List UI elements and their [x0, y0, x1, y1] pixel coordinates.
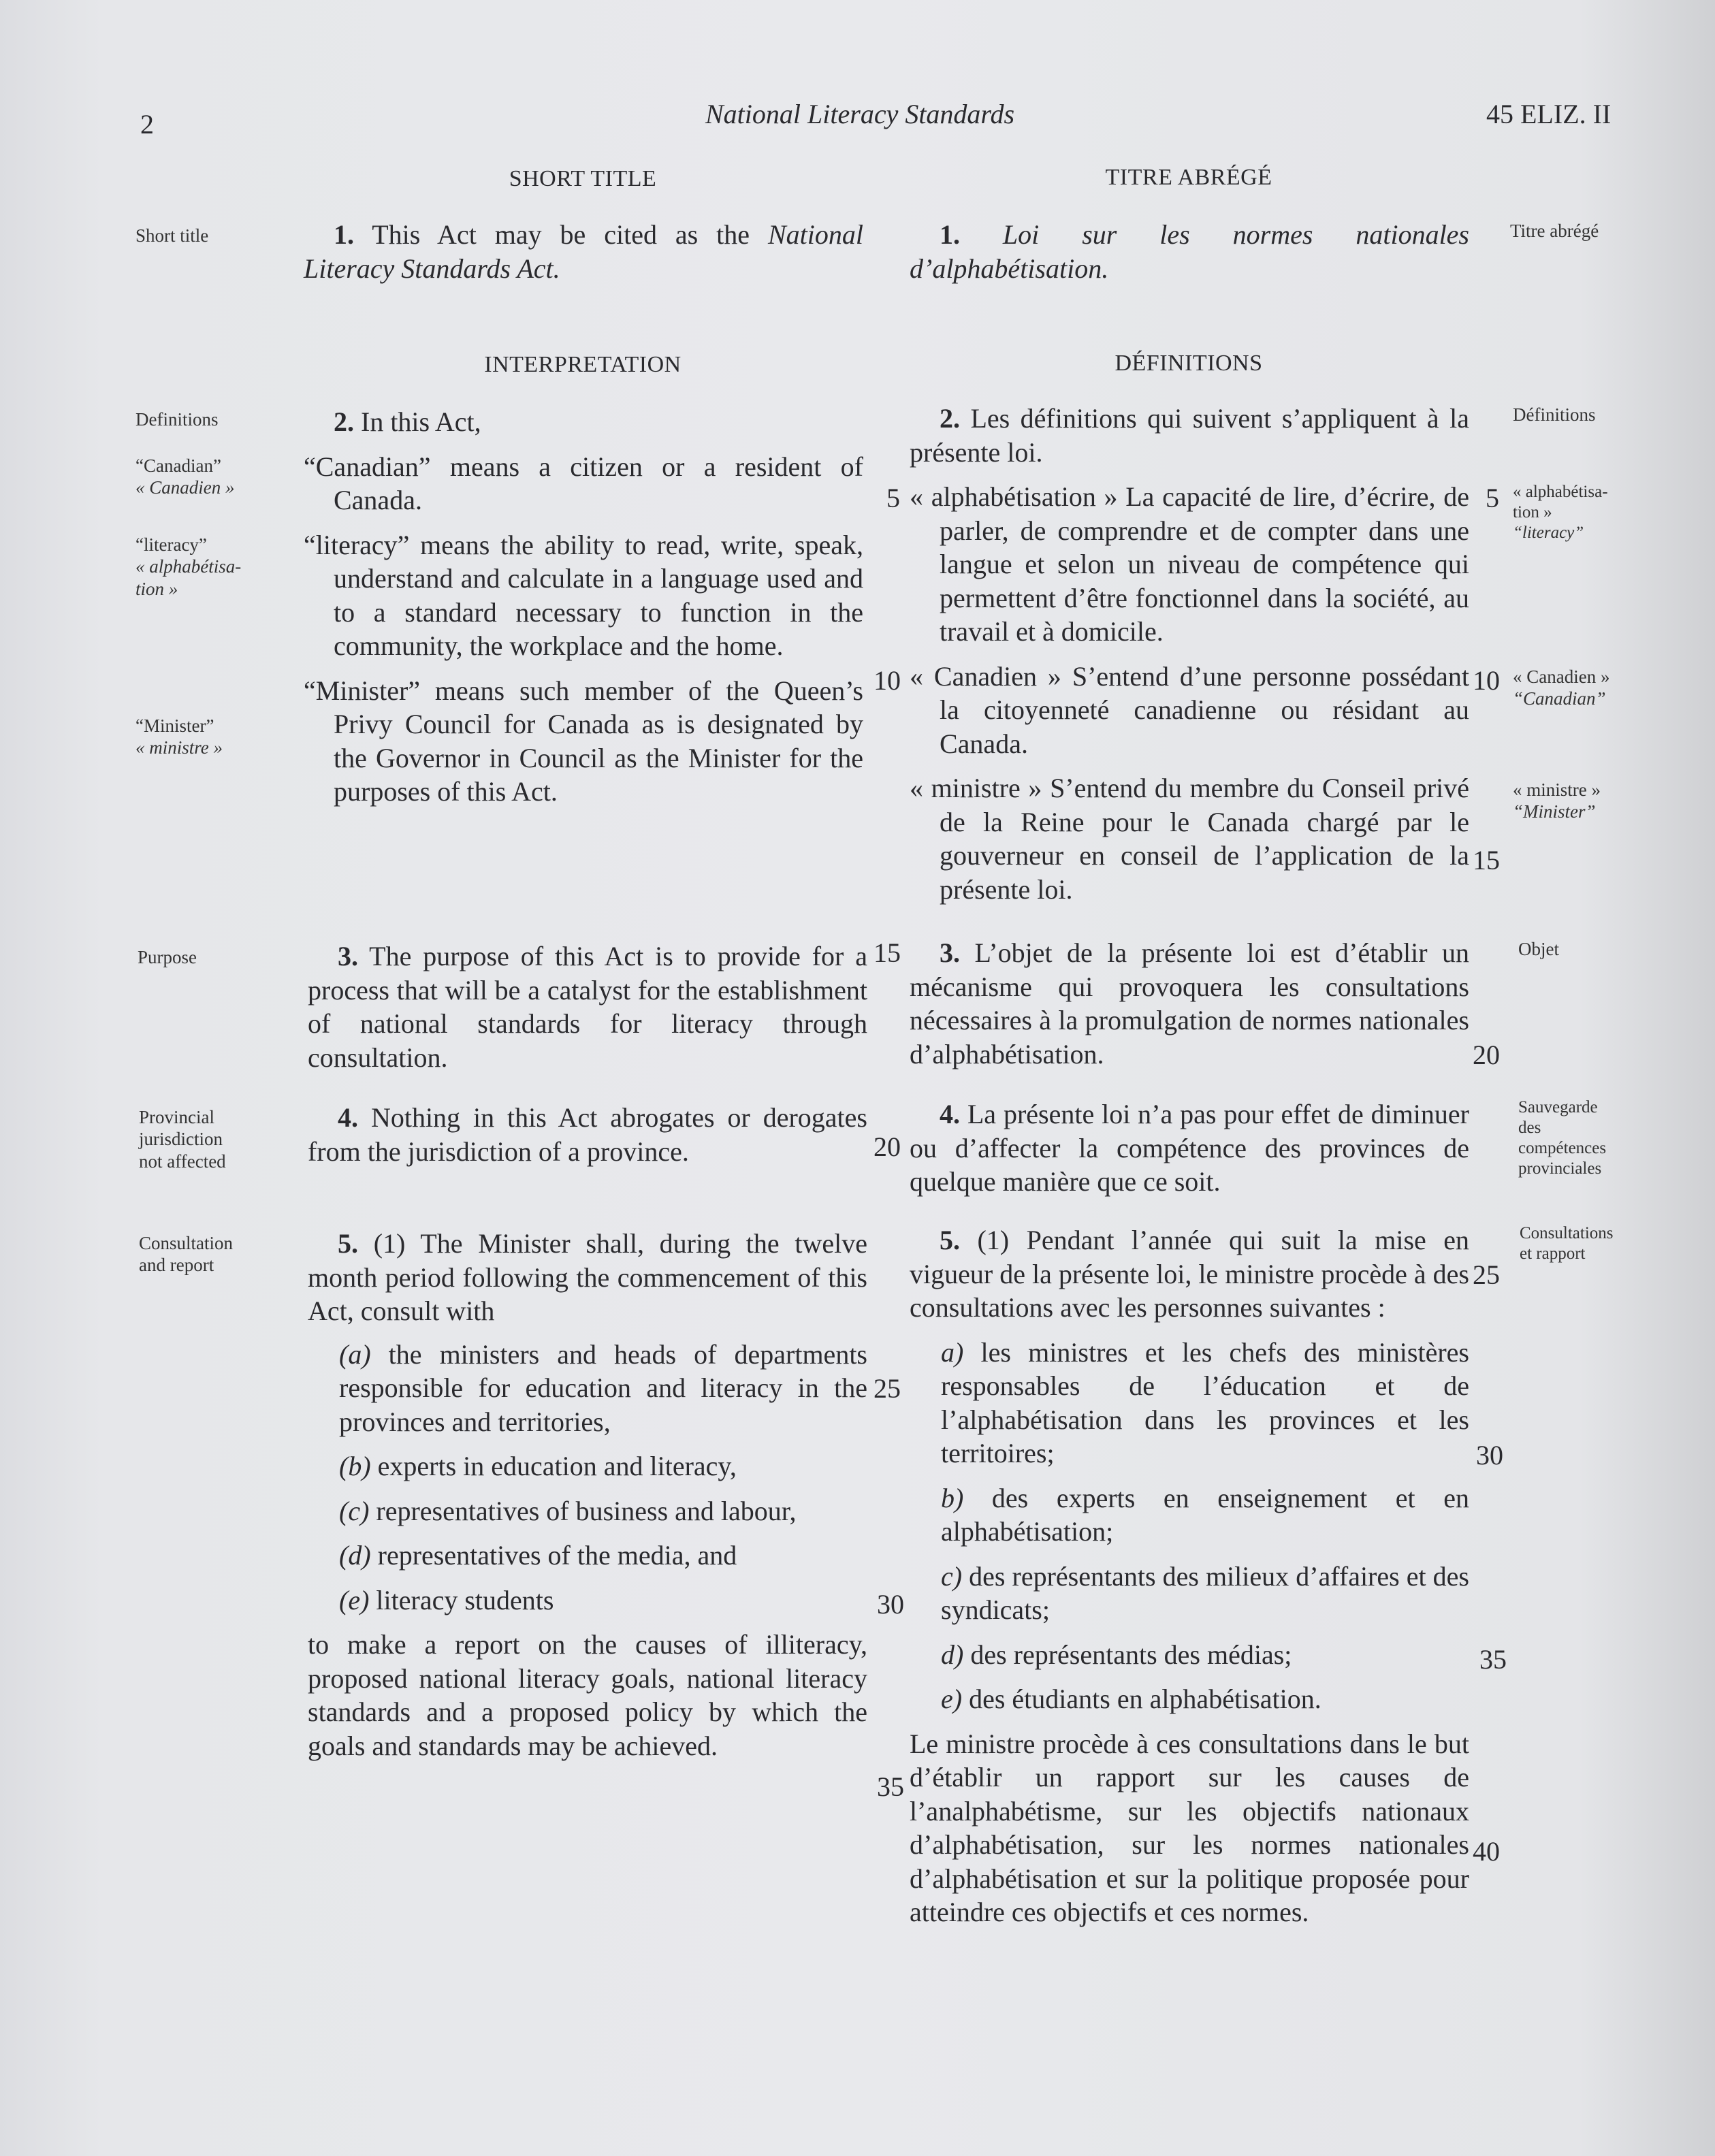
fr-def-canadien: « Canadien » S’entend d’une personne possédant la citoyenneté canadienne ou résidant au Canada.: [910, 660, 1469, 759]
margin-note-minister-fr: « ministre »: [135, 737, 223, 758]
fr-item-e-text: des étudiants en alphabétisation.: [962, 1684, 1321, 1714]
margin-note-alphabetisation: [1513, 482, 1608, 543]
fr-item-a-text: les ministres et les chefs des ministères responsables de l’éducation et de l’alphabétisation dans les provinces et les territoires;: [941, 1336, 1469, 1468]
line-number: 35: [1479, 1644, 1507, 1675]
fr-s5-text: (1) Pendant l’année qui suit la mise en vigueur de la présente loi, le ministre procède à des consultations avec les personnes suivantes :: [910, 1225, 1469, 1323]
margin-note-consultation: [139, 1232, 233, 1276]
margin-note-alpha-b: tion »: [1513, 503, 1552, 521]
french-section-2: [910, 402, 1469, 906]
margin-note-ministre: [1513, 779, 1601, 823]
fr-s5-num: 5.: [940, 1225, 960, 1255]
margin-note-sauvegarde: [1518, 1097, 1606, 1179]
en-item-e-text: literacy students: [369, 1584, 554, 1615]
margin-note-minister-en: “Minister”: [135, 715, 214, 736]
margin-note-canadian-fr: « Canadien »: [135, 477, 235, 498]
fr-item-d-label: d): [941, 1639, 964, 1670]
fr-s4-text: La présente loi n’a pas pour effet de diminuer ou d’affecter la compétence des provinces de quelque manière que ce soit.: [910, 1099, 1469, 1197]
en-item-c-text: representatives of business and labour,: [369, 1495, 797, 1526]
en-item-c-label: (c): [339, 1495, 370, 1526]
fr-item-b-text: des experts en enseignement et en alphabétisation;: [941, 1482, 1469, 1547]
section-heading-short-title-en: SHORT TITLE: [509, 166, 657, 191]
line-number: 15: [1473, 845, 1500, 875]
line-number: 40: [1473, 1836, 1500, 1867]
margin-note-purpose: Purpose: [138, 947, 197, 967]
margin-note-canadian: [135, 455, 235, 499]
margin-note-alpha-c: “literacy”: [1513, 524, 1584, 542]
en-s4-text: Nothing in this Act abrogates or derogates from the jurisdiction of a province.: [308, 1102, 867, 1167]
fr-item-d-text: des représentants des médias;: [963, 1639, 1292, 1670]
fr-def-ministre: « ministre » S’entend du membre du Conseil privé de la Reine pour le Canada chargé par le gouverneur en conseil de l’application de la présente loi.: [910, 773, 1469, 905]
margin-note-definitions-fr: Définitions: [1513, 404, 1596, 425]
margin-note-alpha-a: « alphabétisa-: [1513, 483, 1608, 501]
margin-note-ministre-b: “Minister”: [1513, 801, 1596, 822]
section-heading-interpretation-en: INTERPRETATION: [484, 352, 682, 377]
fr-item-e-label: e): [941, 1684, 963, 1714]
en-item-e-label: (e): [339, 1584, 370, 1615]
en-item-d-label: (d): [339, 1540, 371, 1571]
french-section-1: [910, 218, 1469, 285]
english-section-2: [304, 405, 863, 809]
en-s4-num: 4.: [338, 1102, 358, 1133]
margin-note-sauvegarde-a: Sauvegarde: [1518, 1098, 1598, 1116]
line-number: 15: [873, 937, 901, 968]
line-number: 5: [1486, 483, 1499, 513]
margin-note-consult-a: Consultations: [1520, 1224, 1614, 1242]
margin-note-minister: [135, 715, 223, 759]
en-s5-text: (1) The Minister shall, during the twelve month period following the commencement of this Act, consult with: [308, 1228, 867, 1326]
fr-s2-num: 2.: [940, 403, 960, 434]
line-number: 20: [1473, 1040, 1500, 1070]
en-s3-num: 3.: [338, 941, 358, 971]
margin-note-canadian-en: “Canadian”: [135, 455, 221, 476]
fr-item-a-label: a): [941, 1336, 964, 1368]
en-s3-text: The purpose of this Act is to provide for a process that will be a catalyst for the establishment of national standards for literacy through consultation.: [308, 941, 867, 1073]
margin-note-titre: Titre abrégé: [1510, 221, 1599, 241]
section-heading-interpretation-fr: DÉFINITIONS: [1115, 351, 1263, 376]
en-def-minister: “Minister” means such member of the Queen’s Privy Council for Canada as is designated by the Governor in Council as the Minister for the purposes of this Act.: [304, 675, 863, 807]
en-s2-num: 2.: [334, 406, 354, 437]
en-def-canadian: “Canadian” means a citizen or a resident of Canada.: [304, 451, 863, 515]
french-section-3: [910, 936, 1469, 1071]
line-number: 30: [877, 1589, 904, 1620]
fr-s2-text: Les définitions qui suivent s’appliquent à la présente loi.: [910, 403, 1469, 468]
line-number: 20: [873, 1131, 901, 1162]
fr-def-alphabetisation: « alphabétisation » La capacité de lire, d’écrire, de parler, de comprendre et de compter dans une langue et selon un niveau de compétence qui permettent d’être fonctionnel dans la société, au travail et à domicile.: [910, 481, 1469, 647]
margin-note-definitions: Definitions: [135, 409, 219, 430]
margin-note-canadien: [1513, 666, 1609, 710]
fr-closing: Le ministre procède à ces consultations dans le but d’établir un rapport sur les causes de l’analphabétisme, sur les objectifs nationaux d’alphabétisation, sur les normes nationales d’alphabétisation et sur la politique proposée pour atteindre ces objectifs et ces normes.: [910, 1728, 1469, 1927]
margin-note-literacy-fr-b: tion »: [135, 578, 178, 599]
margin-note-provincial: [139, 1106, 226, 1172]
en-s2-text: In this Act,: [354, 406, 481, 437]
english-section-3: [308, 939, 867, 1074]
margin-note-literacy: [135, 534, 241, 600]
fr-item-c-label: c): [941, 1560, 963, 1592]
en-def-literacy: “literacy” means the ability to read, write, speak, understand and calculate in a language used and to a standard necessary to function in the community, the workplace and the home.: [304, 529, 863, 661]
fr-s3-num: 3.: [940, 937, 960, 968]
regnal-year: 45 ELIZ. II: [1486, 99, 1612, 129]
line-number: 5: [886, 483, 900, 513]
en-s1-act-name: National Literacy Standards Act.: [304, 219, 863, 284]
en-item-a-label: (a): [339, 1338, 371, 1370]
line-number: 10: [873, 665, 901, 696]
running-title: National Literacy Standards: [705, 99, 1015, 129]
fr-s3-text: L’objet de la présente loi est d’établir un mécanisme qui provoquera les consultations nécessaires à la promulgation de normes nationales d’alphabétisation.: [910, 937, 1469, 1069]
section-heading-short-title-fr: TITRE ABRÉGÉ: [1105, 165, 1272, 190]
margin-note-provincial-b: jurisdiction: [139, 1129, 223, 1150]
en-s1-num: 1.: [334, 219, 354, 250]
margin-note-short-title: Short title: [135, 225, 209, 246]
margin-note-canadien-a: « Canadien »: [1513, 666, 1610, 687]
margin-note-sauvegarde-c: compétences: [1518, 1139, 1607, 1157]
margin-note-sauvegarde-b: des: [1518, 1119, 1541, 1137]
english-section-5: [308, 1227, 867, 1763]
fr-s1-num: 1.: [940, 219, 960, 250]
fr-item-b-label: b): [941, 1482, 964, 1513]
margin-note-provincial-a: Provincial: [139, 1107, 214, 1127]
margin-note-provincial-c: not affected: [139, 1151, 226, 1172]
en-item-a-text: the ministers and heads of departments responsible for education and literacy in the provinces and territories,: [339, 1338, 867, 1437]
en-s1-text: This Act may be cited as the: [354, 219, 768, 250]
margin-note-objet: Objet: [1518, 939, 1559, 959]
en-closing: to make a report on the causes of illiteracy, proposed national literacy goals, national literacy standards and a proposed policy by which the goals and standards may be achieved.: [308, 1629, 867, 1761]
margin-note-ministre-a: « ministre »: [1513, 779, 1601, 800]
fr-s4-num: 4.: [940, 1099, 960, 1129]
line-number: 35: [877, 1771, 904, 1802]
fr-s1-act-name: Loi sur les normes nationales d’alphabétisation.: [910, 219, 1469, 284]
french-section-4: [910, 1097, 1469, 1199]
line-number: 30: [1476, 1440, 1503, 1470]
french-section-5: [910, 1223, 1469, 1929]
line-number: 25: [1473, 1259, 1500, 1290]
margin-note-sauvegarde-d: provinciales: [1518, 1159, 1602, 1178]
english-section-1: [304, 218, 863, 285]
en-s5-num: 5.: [338, 1228, 358, 1259]
en-item-d-text: representatives of the media, and: [370, 1540, 737, 1571]
margin-note-literacy-fr-a: « alphabétisa-: [135, 556, 242, 577]
en-item-b-label: (b): [339, 1451, 371, 1481]
margin-note-consultations: [1520, 1223, 1614, 1264]
line-number: 25: [873, 1373, 901, 1404]
margin-note-consultation-b: and report: [139, 1255, 214, 1276]
en-item-b-text: experts in education and literacy,: [370, 1451, 737, 1481]
margin-note-canadien-b: “Canadian”: [1513, 688, 1606, 709]
margin-note-consultation-a: Consultation: [139, 1233, 234, 1253]
line-number: 10: [1473, 665, 1500, 696]
fr-item-c-text: des représentants des milieux d’affaires et des syndicats;: [941, 1560, 1469, 1625]
english-section-4: [308, 1101, 867, 1168]
margin-note-consult-b: et rapport: [1520, 1244, 1586, 1263]
page-number: 2: [140, 109, 154, 140]
margin-note-literacy-en: “literacy”: [135, 534, 207, 555]
